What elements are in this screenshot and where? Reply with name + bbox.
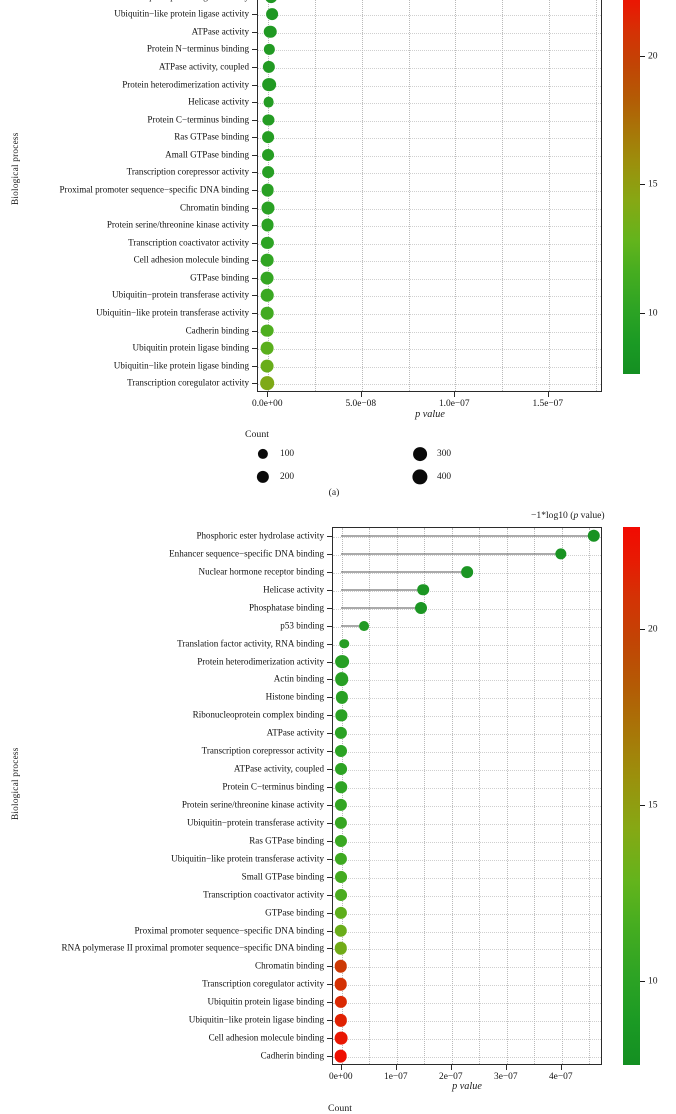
data-point[interactable] (266, 8, 278, 20)
y-axis-category-label: Cell adhesion molecule binding (208, 1032, 324, 1043)
data-point[interactable] (262, 78, 276, 92)
panel-b (0, 505, 676, 1114)
data-point[interactable] (417, 584, 429, 596)
x-axis-tick-label: 3e−07 (494, 1072, 518, 1082)
data-point[interactable] (339, 639, 349, 649)
y-axis-category-label: Transcription corepressor activity (126, 166, 249, 177)
data-point[interactable] (461, 566, 473, 578)
panel-a-colorbar-ticks (0, 0, 676, 400)
colorbar-title-italic: p (573, 510, 579, 521)
y-axis-category-label: Transcription coregulator activity (202, 978, 324, 989)
data-point[interactable] (335, 781, 347, 793)
colorbar-tick-label: 10 (648, 975, 658, 987)
y-axis-category-label: Ubiquitin−like protein ligase binding (113, 360, 249, 371)
colorbar-tick (640, 981, 645, 982)
colorbar-title-prefix: −1*log10 ( (531, 510, 574, 521)
data-point[interactable] (261, 219, 274, 232)
data-point[interactable] (261, 254, 274, 267)
panel-b-y-axis-title: Biological process (11, 747, 21, 820)
x-axis-tick-label: 5.0e−08 (345, 399, 377, 409)
data-point[interactable] (335, 889, 347, 901)
count-legend-dot (258, 449, 268, 459)
colorbar-tick (640, 805, 645, 806)
count-legend-label: 300 (437, 449, 452, 459)
panel-b-count-legend-title: Count (328, 1103, 352, 1114)
x-axis-tick-label: 2e−07 (439, 1072, 463, 1082)
panel-a-y-axis-title: Biological process (11, 132, 21, 205)
data-point[interactable] (262, 167, 274, 179)
y-axis-category-label: Protein N−terminus binding (146, 43, 249, 54)
y-axis-category-label: Phosphoric ester hydrolase activity (196, 530, 324, 541)
y-axis-category-label: Proximal promoter sequence−specific DNA binding (59, 184, 249, 195)
lollipop-stem (341, 625, 361, 626)
y-axis-category-label: Ubiquitin−like protein ligase activity (114, 8, 249, 19)
y-axis-category-label: Ras GTPase binding (174, 131, 249, 142)
x-axis-tick-label: 1e−07 (384, 1072, 408, 1082)
data-point[interactable] (261, 271, 274, 284)
count-legend-dot (412, 469, 427, 484)
panel-a-x-axis-title (415, 409, 445, 420)
panel-a (0, 0, 676, 505)
y-axis-category-label: Protein serine/threonine kinase activity (181, 799, 324, 810)
y-axis-category-label: Translation factor activity, RNA binding (177, 638, 324, 649)
data-point[interactable] (335, 673, 349, 687)
count-legend-label: 400 (437, 472, 452, 482)
y-axis-category-label: Transcription coregulator activity (127, 377, 249, 388)
y-axis-category-label: RNA polymerase II proximal promoter sequence−specific DNA binding (61, 942, 324, 953)
y-axis-category-label: ATPase activity (191, 26, 249, 37)
y-axis-category-label: Ubiquitin−like protein transferase activity (171, 853, 324, 864)
y-axis-category-label: Helicase activity (188, 96, 249, 107)
x-axis-tick-label: 1.5e−07 (532, 399, 564, 409)
y-axis-category-label: Transcription coactivator activity (203, 889, 324, 900)
y-axis-category-label: Transcription coactivator activity (128, 237, 249, 248)
y-axis-category-label: Transcription corepressor activity (201, 745, 324, 756)
x-axis-tick-label: 0e+00 (329, 1072, 353, 1082)
y-axis-category-label: Ubiquitin−protein transferase activity (187, 817, 324, 828)
y-axis-category-label: GTPase binding (190, 272, 249, 283)
data-point[interactable] (261, 342, 274, 355)
y-axis-category-label: Ubiquitin−protein transferase activity (112, 289, 249, 300)
data-point[interactable] (334, 1032, 347, 1045)
y-axis-category-label: Enhancer sequence−specific DNA binding (169, 548, 324, 559)
data-point[interactable] (335, 871, 347, 883)
y-axis-category-label: Chromatin binding (255, 960, 324, 971)
y-axis-category-label: Protein heterodimerization activity (122, 79, 249, 90)
data-point[interactable] (260, 376, 274, 390)
y-axis-category-label: ATPase activity (266, 727, 324, 738)
panel-a-x-axis-title-italic: p value (415, 409, 445, 420)
data-point[interactable] (415, 602, 427, 614)
y-axis-category-label: GTPase binding (265, 907, 324, 918)
data-point[interactable] (261, 201, 274, 214)
data-point[interactable] (335, 745, 347, 757)
panel-a-count-legend (0, 440, 676, 485)
count-legend-label: 100 (280, 449, 295, 459)
panel-a-count-legend-title: Count (245, 429, 269, 440)
colorbar-tick (640, 184, 645, 185)
panel-b-x-axis-title (452, 1081, 482, 1092)
y-axis-category-label: Chromatin binding (180, 202, 249, 213)
y-axis-category-label: Ubiquitin protein ligase binding (132, 342, 249, 353)
y-axis-category-label: Phosphatase binding (248, 602, 324, 613)
data-point[interactable] (263, 97, 274, 108)
colorbar-title-suffix: value) (578, 510, 605, 521)
lollipop-stem (341, 589, 420, 590)
lollipop-stem (341, 571, 464, 572)
data-point[interactable] (359, 621, 369, 631)
y-axis-category-label: Ribonucleoprotein complex binding (192, 709, 324, 720)
count-legend-dot (413, 447, 427, 461)
y-axis-category-label: Cadherin binding (260, 1050, 324, 1061)
lollipop-stem (341, 553, 558, 554)
data-point[interactable] (264, 26, 277, 39)
y-axis-category-label: Small GTPase binding (241, 871, 324, 882)
y-axis-category-label: Protein serine/threonine kinase activity (106, 219, 249, 230)
panel-b-x-axis-title-italic: p value (452, 1081, 482, 1092)
count-legend-dot (257, 471, 269, 483)
y-axis-category-label: Ubiquitin−like protein transferase activity (96, 307, 249, 318)
y-axis-category-label: ATPase activity, coupled (233, 763, 324, 774)
colorbar-tick (640, 56, 645, 57)
y-axis-category-label: Ras GTPase binding (249, 835, 324, 846)
colorbar-tick-label: 10 (648, 307, 658, 318)
data-point[interactable] (261, 289, 274, 302)
y-axis-category-label: Ubiquitin protein ligase binding (207, 996, 324, 1007)
data-point[interactable] (335, 763, 347, 775)
x-axis-tick-label: 0.0e+00 (252, 399, 283, 409)
y-axis-category-label: Protein heterodimerization activity (197, 655, 324, 666)
y-axis-category-label: Helicase activity (263, 584, 324, 595)
y-axis-category-label: Cadherin binding (185, 324, 249, 335)
colorbar-tick-label: 20 (648, 623, 658, 635)
y-axis-category-label: Nuclear hormone receptor binding (198, 566, 324, 577)
data-point[interactable] (262, 149, 274, 161)
lollipop-stem (341, 535, 590, 536)
data-point[interactable] (261, 324, 274, 337)
data-point[interactable] (262, 131, 274, 143)
y-axis-category-label: Protein C−terminus binding (147, 114, 249, 125)
colorbar-tick (640, 629, 645, 630)
data-point[interactable] (335, 960, 348, 973)
colorbar-tick (640, 313, 645, 314)
y-axis-category-label: Proximal promoter sequence−specific DNA binding (134, 924, 324, 935)
data-point[interactable] (334, 978, 347, 991)
y-axis-category-label: Histone binding (265, 691, 324, 702)
y-axis-category-label: ATPase activity, coupled (158, 61, 249, 72)
y-axis-category-label: Amall GTPase binding (165, 149, 249, 160)
colorbar-tick-label: 20 (648, 50, 658, 62)
data-point[interactable] (261, 307, 274, 320)
x-axis-tick-label: 4e−07 (548, 1072, 573, 1082)
x-axis-tick-label: 1.0e−07 (438, 399, 470, 409)
data-point[interactable] (261, 359, 274, 372)
count-legend-label: 200 (280, 472, 295, 482)
data-point[interactable] (261, 184, 274, 197)
lollipop-stem (341, 607, 417, 608)
y-axis-category-label: Protein C−terminus binding (222, 781, 324, 792)
panel-a-subcaption: (a) (328, 487, 340, 498)
y-axis-category-label: Cell adhesion molecule binding (133, 254, 249, 265)
y-axis-category-label: Ubiquitin−like protein ligase binding (188, 1014, 324, 1025)
data-point[interactable] (334, 1050, 347, 1063)
colorbar-tick-label: 15 (648, 178, 658, 190)
y-axis-category-label: Actin binding (273, 673, 324, 684)
colorbar-tick-label: 15 (648, 799, 658, 811)
data-point[interactable] (335, 655, 349, 669)
y-axis-category-label: p53 binding (280, 620, 324, 631)
